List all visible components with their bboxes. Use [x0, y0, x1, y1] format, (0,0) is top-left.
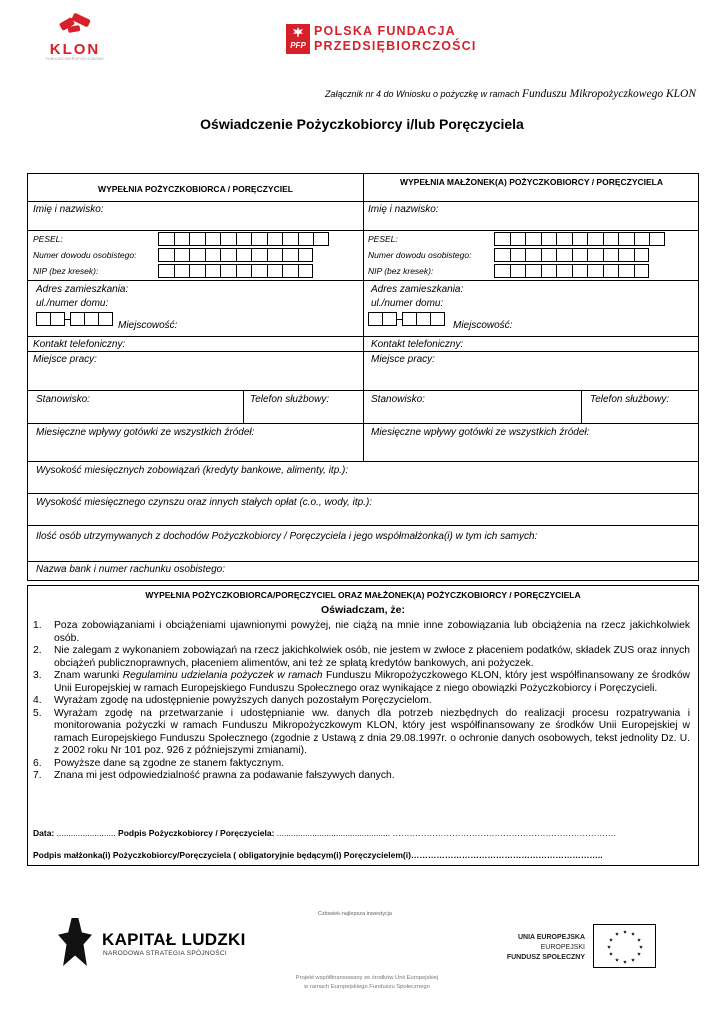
kapital-ludzki-logo — [58, 918, 246, 970]
nip-label-right: NIP (bez kresek): — [368, 266, 434, 276]
klon-logo — [40, 14, 110, 70]
phone-field-left[interactable]: Kontakt telefoniczny: — [33, 339, 126, 350]
work-phone-field-right[interactable]: Telefon służbowy: — [590, 394, 670, 405]
pesel-label-left: PESEL: — [33, 234, 63, 244]
investment-slogan: Człowiek-najlepsza inwestycja — [318, 911, 392, 917]
workplace-field-left[interactable]: Miejsce pracy: — [33, 354, 97, 365]
declaration-item: 2. Nie zalegam z wykonaniem zobowiązań na rzecz jakichkolwiek osób, nie jestem w zwłoce z płaceniem podatków, składek ZUS oraz innych obciążeń publicznoprawnych, płaceniem alimentów, ani też ze spłatą kredytów bankowych, ani pożyczek. — [33, 645, 690, 669]
kl-subtitle: NARODOWA STRATEGIA SPÓJNOŚCI — [103, 950, 227, 957]
spouse-signature-line[interactable]: Podpis małżonka(i) Pożyczkobiorcy/Poręczyciela ( obligatoryjnie będącym(i) Poręczycielem(i)………………………………………………………….. — [33, 850, 603, 860]
borrower-form-table — [27, 173, 699, 581]
work-phone-field-left[interactable]: Telefon służbowy: — [250, 394, 330, 405]
right-column-header: WYPEŁNIA MAŁŻONEK(A) POŻYCZKOBIORCY / PORĘCZYCIELA — [399, 177, 664, 187]
position-field-left[interactable]: Stanowisko: — [36, 394, 90, 405]
postal-code-boxes-left[interactable] — [36, 312, 112, 326]
pesel-boxes-left[interactable] — [158, 232, 329, 246]
eu-fund-text — [490, 933, 585, 963]
phone-field-right[interactable]: Kontakt telefoniczny: — [371, 339, 464, 350]
declaration-title: Oświadczam, że: — [320, 604, 406, 616]
klon-logo-sub: FUNDUSZ MIKROPOŻYCZKOWY — [45, 57, 105, 61]
pfp-name-line1: POLSKA FUNDACJA — [314, 24, 456, 38]
attachment-note — [325, 88, 696, 100]
street-label-right: ul./numer domu: — [371, 298, 444, 309]
workplace-field-right[interactable]: Miejsce pracy: — [371, 354, 435, 365]
page-title: Oświadczenie Pożyczkobiorcy i/lub Poręczyciela — [200, 116, 524, 132]
address-label-right: Adres zamieszkania: — [371, 284, 464, 295]
date-dots: ......................... — [54, 828, 119, 838]
city-label-right: Miejscowość: — [453, 320, 513, 331]
nip-label-left: NIP (bez kresek): — [33, 266, 99, 276]
date-label: Data: — [33, 828, 55, 838]
eu-line1: UNIA EUROPEJSKA — [517, 934, 585, 941]
declaration-item: 7. Znana mi jest odpowiedzialność prawna za podawanie fałszywych danych. — [33, 770, 395, 781]
rent-field[interactable]: Wysokość miesięcznego czynszu oraz innych stałych opłat (c.o., wody, itp.): — [36, 497, 373, 508]
klon-bird-icon — [58, 14, 92, 36]
borrower-sign-label: Podpis Pożyczkobiorcy / Poręczyciela: — [118, 828, 275, 838]
name-field-right[interactable]: Imię i nazwisko: — [368, 204, 439, 215]
star-figure-icon — [58, 918, 92, 966]
declaration-header: WYPEŁNIA POŻYCZKOBIORCA/PORĘCZYCIEL ORAZ MAŁŻONEK(A) POŻYCZKOBIORCY / PORĘCZYCIELA — [145, 590, 581, 600]
eu-line2: EUROPEJSKI — [540, 944, 585, 951]
bank-account-field[interactable]: Nazwa bank i numer rachunku osobistego: — [36, 564, 225, 575]
cofunding-note: Projekt współfinansowany ze środków Unii Europejskiej w ramach Europejskiego Funduszu Społecznego — [295, 975, 439, 990]
declaration-section — [27, 585, 699, 866]
pfp-badge — [286, 24, 310, 54]
pfp-badge-text: PFP — [290, 41, 306, 50]
income-field-left[interactable]: Miesięczne wpływy gotówki ze wszystkich źródeł: — [36, 427, 255, 438]
position-field-right[interactable]: Stanowisko: — [371, 394, 425, 405]
id-number-boxes-left[interactable] — [158, 248, 313, 262]
id-number-boxes-right[interactable] — [494, 248, 649, 262]
borrower-sign-dots: ................................................ ……………………………………………………………………. — [274, 828, 616, 838]
klon-logo-text: KLON — [49, 41, 101, 58]
city-label-left: Miejscowość: — [118, 320, 178, 331]
declaration-list — [33, 620, 690, 783]
pesel-label-right: PESEL: — [368, 234, 398, 244]
income-field-right[interactable]: Miesięczne wpływy gotówki ze wszystkich źródeł: — [371, 427, 590, 438]
left-column-header: WYPEŁNIA POŻYCZKOBIORCA / PORĘCZYCIEL — [98, 184, 293, 194]
declaration-item: 1. Poza zobowiązaniami i obciążeniami ujawnionymi powyżej, nie ciążą na mnie inne zobowiązania lub obciążenia na rzecz jakichkolwiek osób. — [33, 620, 690, 644]
kl-title: KAPITAŁ LUDZKI — [102, 930, 246, 949]
street-label-left: ul./numer domu: — [36, 298, 109, 309]
attachment-fund: Funduszu Mikropożyczkowego KLON — [522, 88, 696, 100]
id-number-label-right: Numer dowodu osobistego: — [368, 250, 472, 260]
declaration-item: 4. Wyrażam zgodę na udostępnienie powyższych danych pozostałym Poręczycielom. — [33, 695, 432, 706]
maple-leaf-icon — [293, 27, 303, 37]
pesel-boxes-right[interactable] — [494, 232, 665, 246]
declaration-item: 3. Znam warunki Regulaminu udzielania pożyczek w ramach Funduszu Mikropożyczkowego KLON, który jest współfinansowany ze środków Unii Europejskiej w ramach Europejskiego Funduszu Społecznego oraz wynikające z niego obowiązki Pożyczkobiorcy i Poręczycieli. — [33, 670, 690, 694]
address-label-left: Adres zamieszkania: — [36, 284, 129, 295]
obligations-field[interactable]: Wysokość miesięcznych zobowiązań (kredyty bankowe, alimenty, itp.): — [36, 465, 349, 476]
postal-code-boxes-right[interactable] — [368, 312, 444, 326]
attachment-prefix: Załącznik nr 4 do Wniosku o pożyczkę w ramach — [324, 89, 523, 99]
eu-line3: FUNDUSZ SPOŁECZNY — [506, 954, 585, 961]
id-number-label-left: Numer dowodu osobistego: — [33, 250, 137, 260]
date-signature-line[interactable] — [33, 828, 616, 838]
dependents-field[interactable]: Ilość osób utrzymywanych z dochodów Pożyczkobiorcy / Poręczyciela i jego współmałżonka(i) w tym ich samych: — [36, 531, 538, 542]
nip-boxes-left[interactable] — [158, 264, 313, 278]
declaration-item: 5. Wyrażam zgodę na przetwarzanie i udostępnianie ww. danych dla potrzeb niezbędnych do realizacji procesu rozpatrywania i monitorowania pożyczki w ramach Funduszu Mikropożyczkowym KLON, który jest współfinansowany ze środków Unii Europejskiej w ramach Europejskiego Funduszu Społecznego (zgodnie z Ustawą z dnia 29.08.1997r. o ochronie danych osobowych, tekst jednolity Dz. U. z 2002 roku Nr 101 poz. 926 z późniejszymi zmianami). — [33, 707, 690, 756]
name-field-left[interactable]: Imię i nazwisko: — [33, 204, 104, 215]
eu-flag-icon — [593, 924, 656, 968]
declaration-item: 6. Powyższe dane są zgodne ze stanem faktycznym. — [33, 757, 285, 769]
nip-boxes-right[interactable] — [494, 264, 649, 278]
pfp-name-line2: PRZEDSIĘBIORCZOŚCI — [314, 39, 477, 53]
